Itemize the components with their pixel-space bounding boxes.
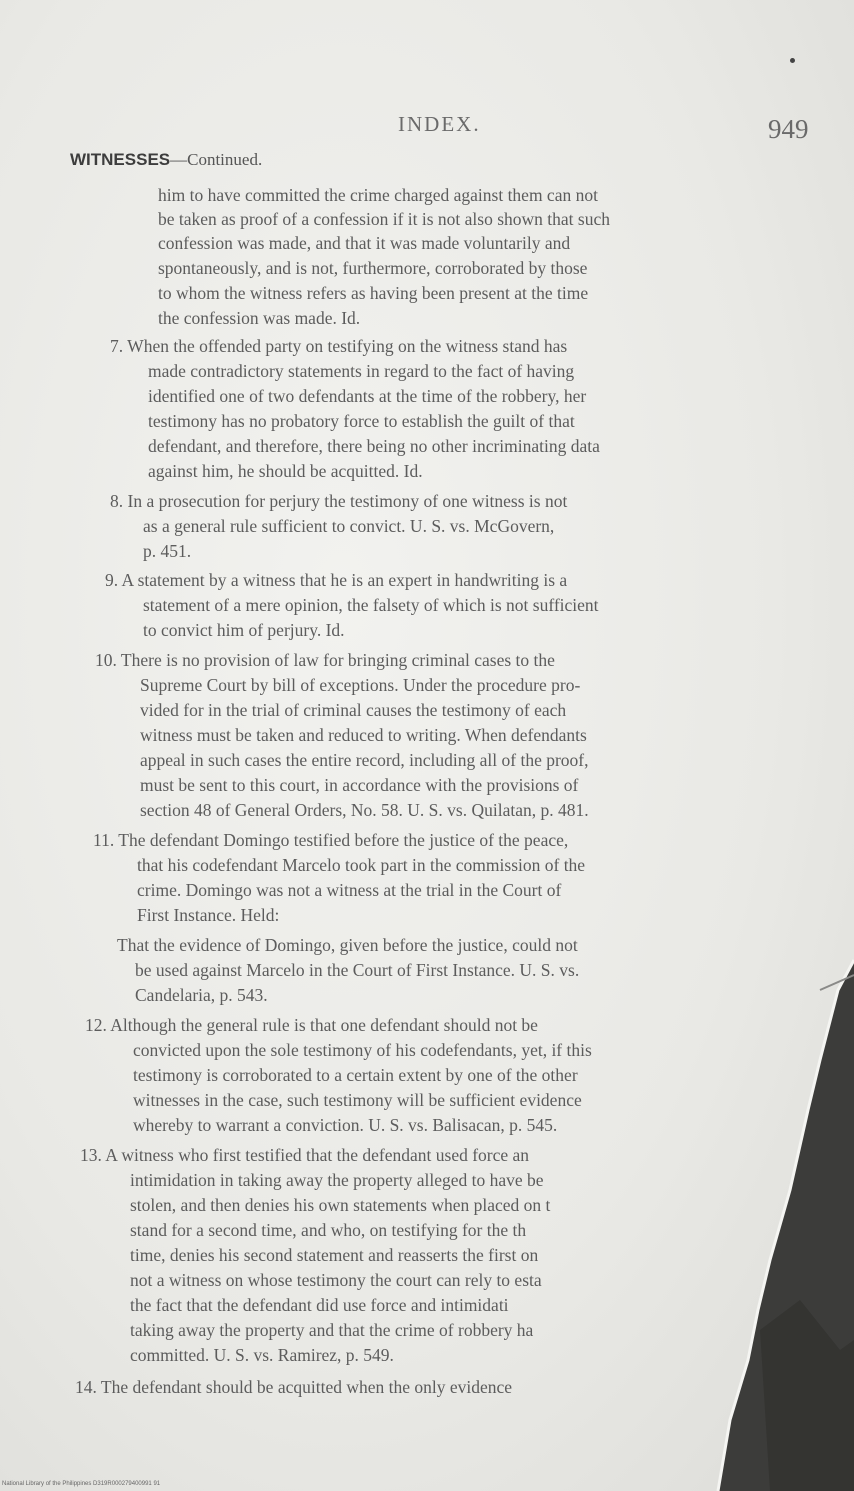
text-line: the confession was made. Id.: [158, 308, 361, 328]
text-line: must be sent to this court, in accordance with the provisions of: [140, 775, 579, 795]
text-line: stand for a second time, and who, on testifying for the th: [130, 1220, 527, 1240]
text-line: convicted upon the sole testimony of his codefendants, yet, if this: [133, 1040, 592, 1060]
text-line: that his codefendant Marcelo took part in the commission of the: [137, 855, 586, 875]
text-line: intimidation in taking away the property alleged to have be: [130, 1170, 544, 1190]
text-line: Candelaria, p. 543.: [135, 985, 268, 1005]
text-line: appeal in such cases the entire record, including all of the proof,: [140, 750, 589, 770]
text-line: be taken as proof of a confession if it is not also shown that such: [158, 209, 610, 229]
text-line: whereby to warrant a conviction. U. S. vs. Balisacan, p. 545.: [133, 1115, 558, 1135]
library-watermark: National Library of the Philippines D319R000279400991 91: [2, 1481, 161, 1487]
page-number: 949: [768, 114, 809, 144]
text-line: confession was made, and that it was made voluntarily and: [158, 233, 571, 253]
text-line: to whom the witness refers as having been present at the time: [158, 283, 589, 303]
text-line: stolen, and then denies his own statements when placed on t: [130, 1195, 551, 1215]
text-line: witness must be taken and reduced to writing. When defendants: [140, 725, 587, 745]
text-line: 9. A statement by a witness that he is an expert in handwriting is a: [105, 570, 568, 590]
text-line: 12. Although the general rule is that one defendant should not be: [85, 1015, 538, 1035]
text-line: crime. Domingo was not a witness at the trial in the Court of: [137, 880, 562, 900]
text-line: p. 451.: [143, 541, 192, 561]
text-line: to convict him of perjury. Id.: [143, 620, 345, 640]
text-line: against him, he should be acquitted. Id.: [148, 461, 423, 481]
text-line: That the evidence of Domingo, given before the justice, could not: [117, 935, 578, 955]
section-heading-continued: —Continued.: [170, 150, 263, 169]
text-line: time, denies his second statement and reasserts the first on: [130, 1245, 539, 1265]
text-line: 8. In a prosecution for perjury the testimony of one witness is not: [110, 491, 568, 511]
text-line: 13. A witness who first testified that the defendant used force an: [80, 1145, 530, 1165]
text-line: testimony has no probatory force to establish the guilt of that: [148, 411, 575, 431]
text-line: 11. The defendant Domingo testified before the justice of the peace,: [93, 830, 569, 850]
text-line: 10. There is no provision of law for bringing criminal cases to the: [95, 650, 555, 670]
page-header-title: INDEX.: [398, 112, 481, 136]
text-line: not a witness on whose testimony the court can rely to esta: [130, 1270, 542, 1290]
text-line: 7. When the offended party on testifying on the witness stand has: [110, 336, 568, 356]
text-line: statement of a mere opinion, the falsety of which is not sufficient: [143, 595, 599, 615]
dust-speck: [790, 58, 795, 63]
text-line: him to have committed the crime charged against them can not: [158, 185, 598, 205]
text-line: First Instance. Held:: [137, 905, 280, 925]
text-line: vided for in the trial of criminal causes the testimony of each: [140, 700, 567, 720]
text-line: section 48 of General Orders, No. 58. U. S. vs. Quilatan, p. 481.: [140, 800, 589, 820]
text-line: the fact that the defendant did use force and intimidati: [130, 1295, 509, 1315]
text-line: testimony is corroborated to a certain extent by one of the other: [133, 1065, 578, 1085]
text-line: as a general rule sufficient to convict. U. S. vs. McGovern,: [143, 516, 555, 536]
text-line: be used against Marcelo in the Court of First Instance. U. S. vs.: [135, 960, 580, 980]
section-heading-title: WITNESSES: [70, 150, 171, 169]
text-line: committed. U. S. vs. Ramirez, p. 549.: [130, 1345, 394, 1365]
text-line: taking away the property and that the crime of robbery ha: [130, 1320, 534, 1340]
text-line: identified one of two defendants at the time of the robbery, her: [148, 386, 587, 406]
text-line: defendant, and therefore, there being no other incriminating data: [148, 436, 600, 456]
text-line: made contradictory statements in regard to the fact of having: [148, 361, 575, 381]
text-line: 14. The defendant should be acquitted when the only evidence: [75, 1377, 513, 1397]
text-line: spontaneously, and is not, furthermore, corroborated by those: [158, 258, 588, 278]
text-line: Supreme Court by bill of exceptions. Under the procedure pro-: [140, 675, 581, 695]
text-line: witnesses in the case, such testimony will be sufficient evidence: [133, 1090, 582, 1110]
section-heading: [70, 150, 262, 170]
